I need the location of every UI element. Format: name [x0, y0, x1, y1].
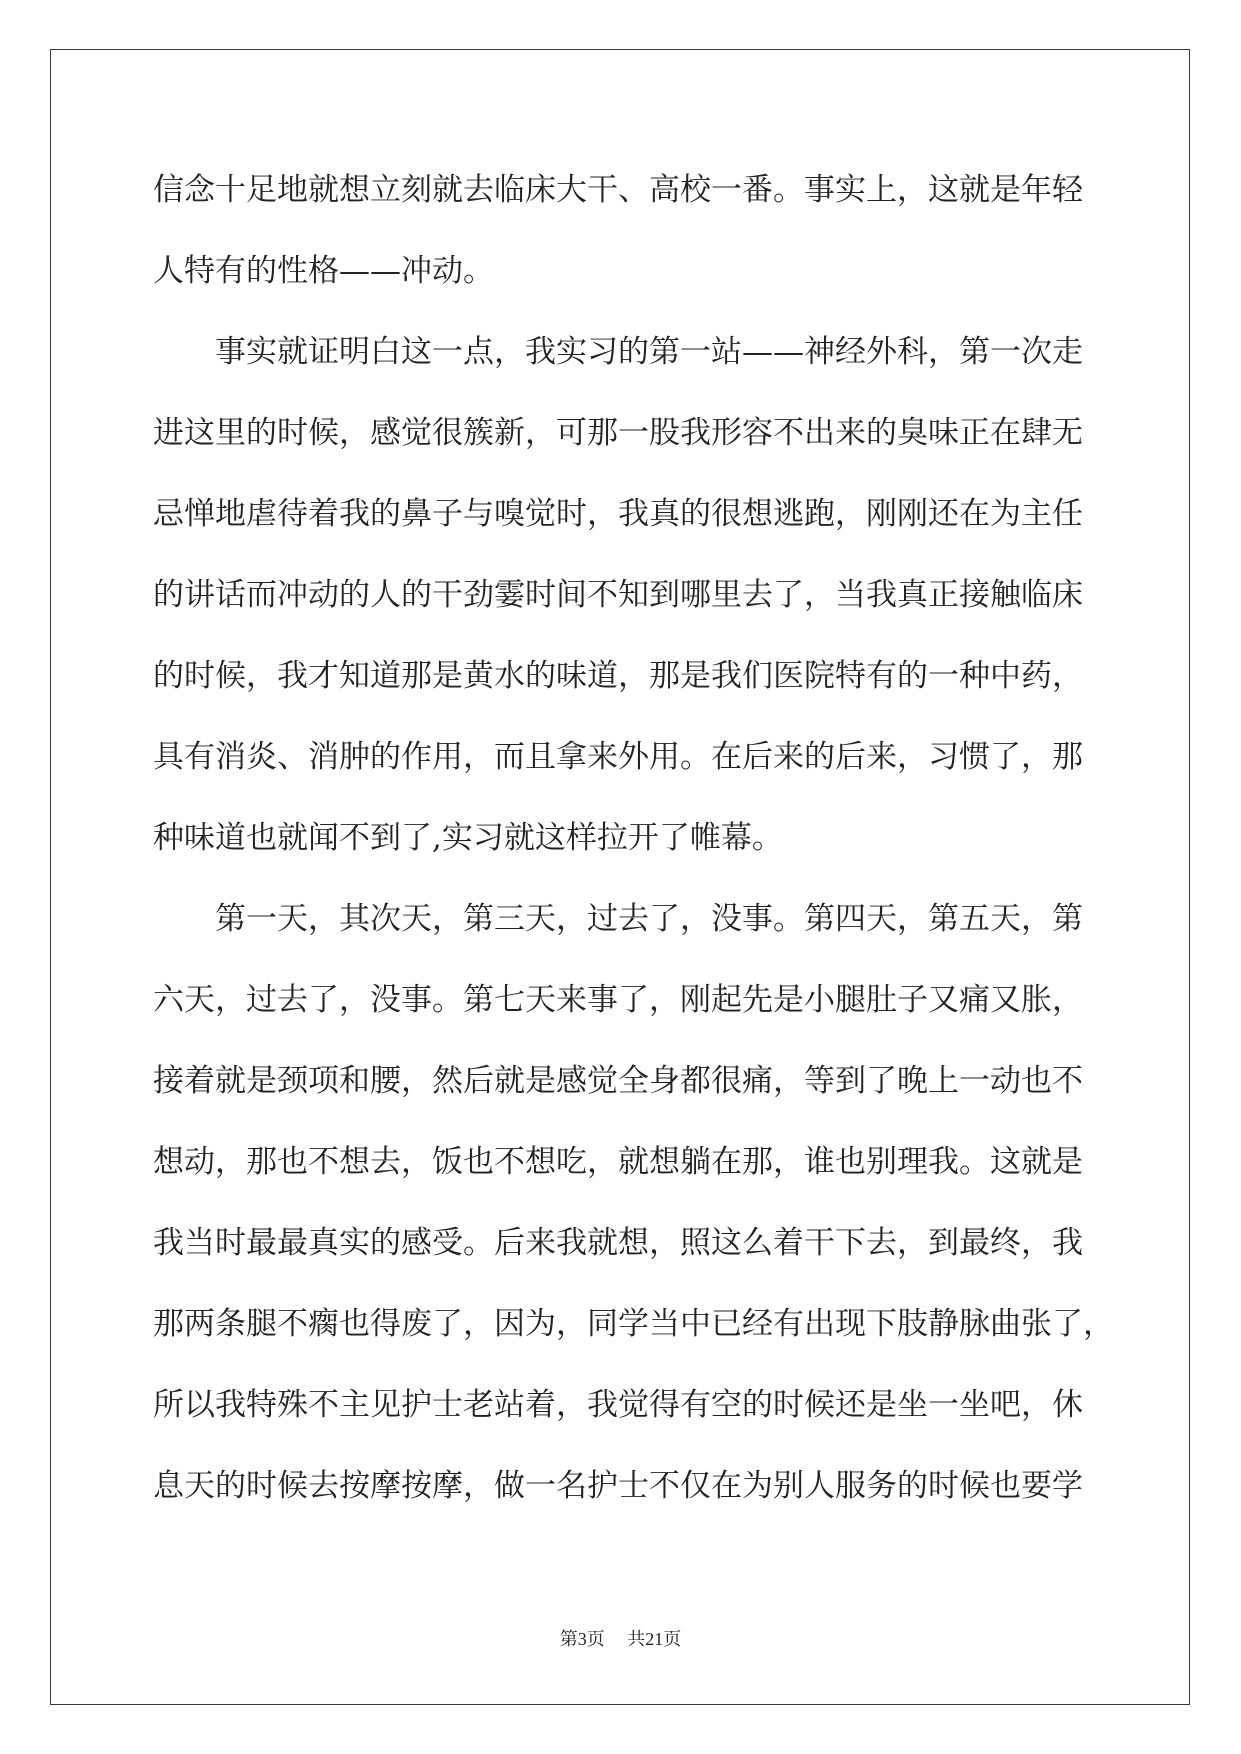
body-text [153, 150, 1143, 1527]
page-number: 第3页 [559, 1629, 605, 1649]
text-line: 那两条腿不瘸也得废了，因为，同学当中已经有出现下肢静脉曲张了， [153, 1306, 1114, 1342]
text-line: 想动，那也不想去，饭也不想吃，就想躺在那，谁也别理我。这就是 [153, 1144, 1083, 1180]
page-footer [0, 1627, 1241, 1651]
paragraph [153, 312, 1143, 879]
text-line: 的讲话而冲动的人的干劲霎时间不知到哪里去了，当我真正接触临床 [153, 577, 1083, 613]
text-line: 的时候，我才知道那是黄水的味道，那是我们医院特有的一种中药， [153, 658, 1083, 694]
text-line: 六天，过去了，没事。第七天来事了，刚起先是小腿肚子又痛又胀， [153, 982, 1083, 1018]
text-line: 具有消炎、消肿的作用，而且拿来外用。在后来的后来，习惯了，那 [153, 739, 1083, 775]
text-line: 所以我特殊不主见护士老站着，我觉得有空的时候还是坐一坐吧，休 [153, 1387, 1083, 1423]
page-total: 共21页 [627, 1629, 682, 1649]
text-line: 接着就是颈项和腰，然后就是感觉全身都很痛，等到了晚上一动也不 [153, 1063, 1083, 1099]
paragraph [153, 150, 1143, 312]
text-line: 进这里的时候，感觉很簇新，可那一股我形容不出来的臭味正在肆无 [153, 415, 1083, 451]
text-line: 忌惮地虐待着我的鼻子与嗅觉时，我真的很想逃跑，刚刚还在为主任 [153, 496, 1083, 532]
text-line: 人特有的性格——冲动。 [153, 253, 494, 289]
text-line: 息天的时候去按摩按摩，做一名护士不仅在为别人服务的时候也要学 [153, 1468, 1083, 1504]
text-line: 信念十足地就想立刻就去临床大干、高校一番。事实上，这就是年轻 [153, 172, 1083, 208]
text-line: 种味道也就闻不到了,实习就这样拉开了帷幕。 [153, 820, 783, 856]
text-line: 事实就证明白这一点，我实习的第一站——神经外科，第一次走 [215, 334, 1083, 370]
paragraph [153, 879, 1143, 1527]
text-line: 我当时最最真实的感受。后来我就想，照这么着干下去，到最终，我 [153, 1225, 1083, 1261]
text-line: 第一天，其次天，第三天，过去了，没事。第四天，第五天，第 [215, 901, 1083, 937]
